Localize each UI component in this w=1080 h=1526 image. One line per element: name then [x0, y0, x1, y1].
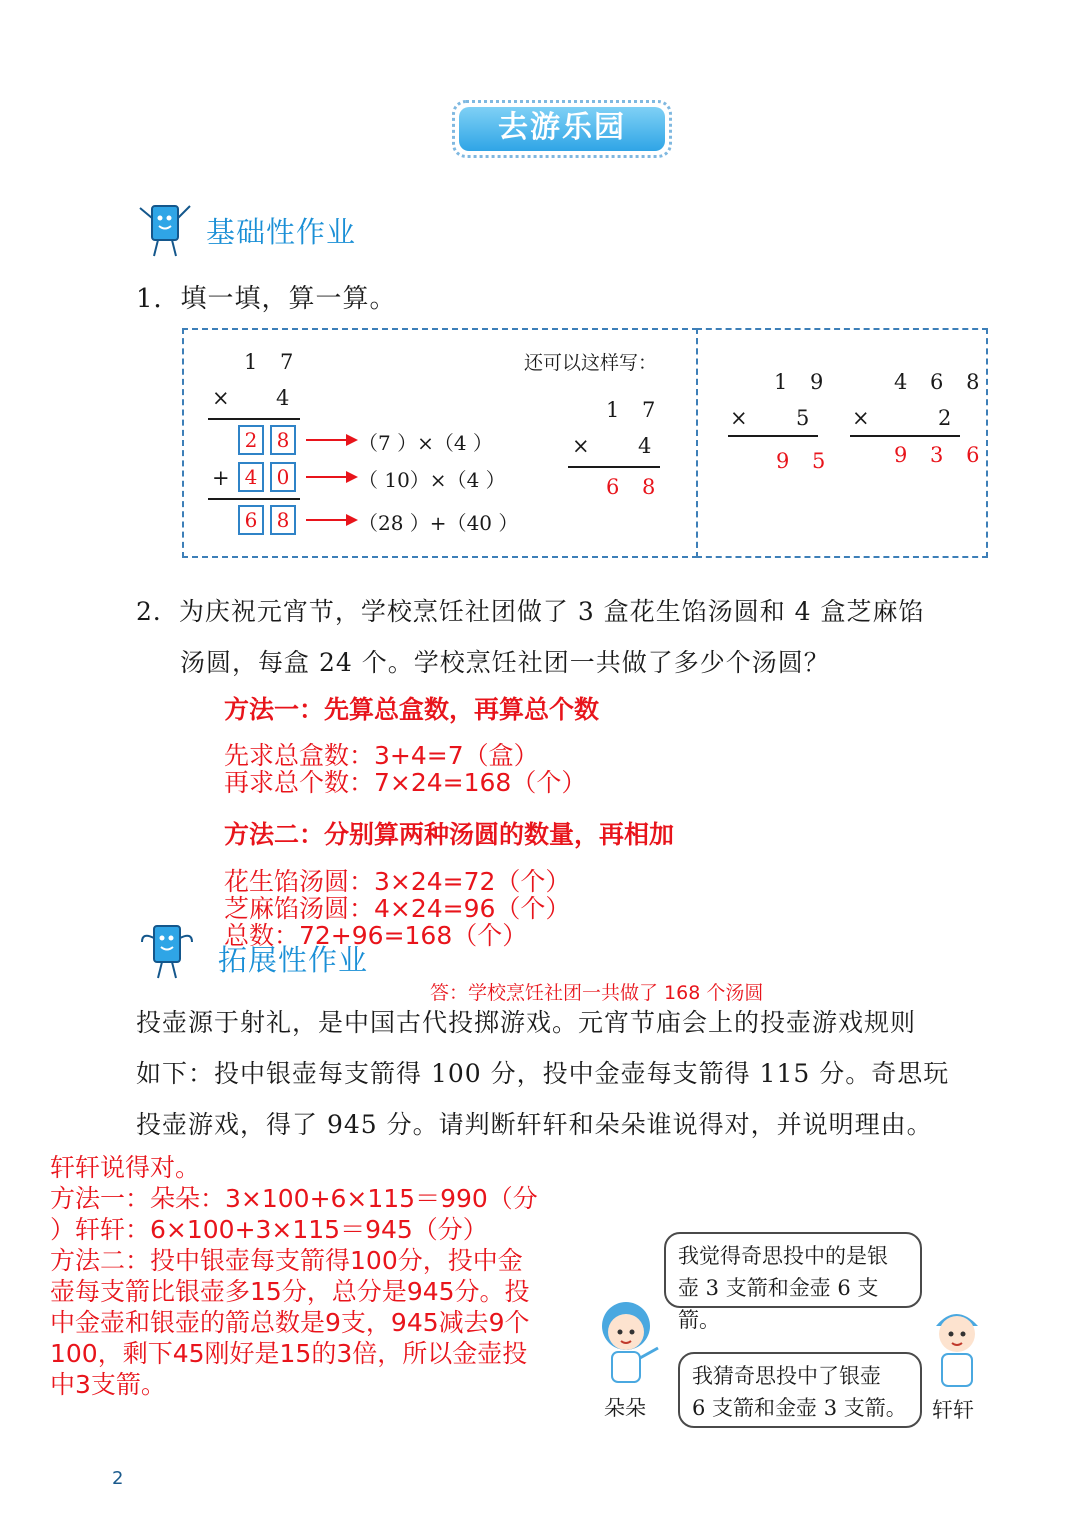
method-1-line-2: 再求总个数：7×24=168（个）	[224, 768, 587, 797]
answer-cell: 8	[270, 425, 296, 455]
times-sign: ×	[852, 406, 870, 430]
arrow	[306, 476, 348, 478]
method-1-title: 方法一：先算总盒数，再算总个数	[224, 695, 600, 724]
question-1: 1．填一填，算一算。	[136, 284, 397, 314]
calc-top-number: 1 7	[244, 350, 302, 374]
calc-multiplier: 5	[796, 406, 810, 430]
calc-rule	[850, 435, 960, 437]
answer-cell: 0	[270, 462, 296, 492]
arrow-head-icon	[346, 434, 358, 446]
annotation-3: （28 ）+（40 ）	[358, 511, 519, 535]
answer-line: 中金壶和银壶的箭总数是9支，945减去9个	[50, 1308, 530, 1337]
calc-rule	[728, 435, 818, 437]
extended-paragraph-line-2: 如下：投中银壶每支箭得 100 分，投中金壶每支箭得 115 分。奇思玩	[136, 1059, 950, 1088]
page-number: 2	[112, 1468, 124, 1489]
times-sign: ×	[212, 386, 230, 410]
arrow	[306, 439, 348, 441]
arrow	[306, 519, 348, 521]
page-title: 去游乐园	[459, 107, 665, 151]
section-heading-extended: 拓展性作业	[218, 943, 369, 977]
bubble-line: 我猜奇思投中了银壶	[692, 1364, 881, 1388]
method-2-line-3: 总数：72+96=168（个）	[224, 921, 528, 950]
final-answer: 答：学校烹饪社团一共做了 168 个汤圆	[430, 982, 764, 1004]
alt-top-number: 1 7	[606, 398, 664, 422]
extended-paragraph-line-1: 投壶源于射礼，是中国古代投掷游戏。元宵节庙会上的投壶游戏规则	[136, 1008, 917, 1037]
calc-rule-1	[208, 418, 300, 420]
times-sign: ×	[730, 406, 748, 430]
calc-top-number: 1 9	[774, 370, 832, 394]
mascot-book-icon	[136, 198, 196, 260]
bubble-line: 6 支箭和金壶 3 支箭。	[692, 1396, 907, 1420]
girl-character-icon	[594, 1296, 664, 1386]
calc-rule-2	[208, 498, 300, 500]
question-2-line-1: 2．为庆祝元宵节，学校烹饪社团做了 3 盒花生馅汤圆和 4 盒芝麻馅	[136, 597, 925, 626]
answer-line: 方法二：投中银壶每支箭得100分，投中金	[50, 1246, 523, 1275]
speech-bubble-duoduo	[664, 1232, 922, 1332]
alt-rule	[568, 466, 660, 468]
times-sign: ×	[572, 434, 590, 458]
question-2-line-2: 汤圆，每盒 24 个。学校烹饪社团一共做了多少个汤圆？	[180, 648, 830, 677]
method-2-title: 方法二：分别算两种汤圆的数量，再相加	[224, 820, 675, 849]
answer-line: 中3支箭。	[50, 1370, 166, 1399]
answer-line: 壶每支箭比银壶多15分，总分是945分。投	[50, 1277, 530, 1306]
extended-paragraph-line-3: 投壶游戏，得了 945 分。请判断轩轩和朵朵谁说得对，并说明理由。	[136, 1110, 933, 1139]
arrow-head-icon	[346, 514, 358, 526]
section-heading-basic: 基础性作业	[206, 215, 357, 249]
name-duoduo: 朵朵	[604, 1396, 646, 1420]
alt-result: 6 8	[606, 475, 664, 499]
method-2-line-2: 芝麻馅汤圆：4×24=96（个）	[224, 894, 571, 923]
boy-character-icon	[926, 1300, 988, 1390]
method-1-line-1: 先求总盒数：3+4=7（盒）	[224, 741, 539, 770]
calc-top-number: 4 6 8	[894, 370, 988, 394]
annotation-1: （7 ）×（4 ）	[358, 431, 493, 455]
speech-bubble-xuanxuan	[678, 1352, 922, 1428]
mascot-book-icon	[136, 920, 198, 982]
answer-cell: 8	[270, 505, 296, 535]
annotation-2: （ 10）×（4 ）	[358, 468, 506, 492]
answer-line: 轩轩说得对。	[50, 1153, 201, 1182]
answer-cell: 4	[238, 462, 264, 492]
bubble-line: 壶 3 支箭和金壶 6 支箭。	[678, 1276, 879, 1332]
calc-multiplier: 4	[276, 386, 290, 410]
answer-line: 100，剩下45刚好是15的3倍，所以金壶投	[50, 1339, 528, 1368]
calc-result: 9 5	[776, 449, 834, 473]
alt-label: 还可以这样写：	[524, 352, 658, 374]
bubble-line: 我觉得奇思投中的是银	[678, 1244, 888, 1268]
calc-multiplier: 2	[938, 406, 952, 430]
answer-cell: 2	[238, 425, 264, 455]
answer-line: 方法一：朵朵：3×100+6×115＝990（分	[50, 1184, 538, 1213]
plus-sign: +	[212, 466, 230, 490]
method-2-line-1: 花生馅汤圆：3×24=72（个）	[224, 867, 571, 896]
calc-result: 9 3 6	[894, 443, 988, 467]
alt-multiplier: 4	[638, 434, 652, 458]
title-badge	[452, 100, 672, 158]
answer-cell: 6	[238, 505, 264, 535]
answer-line: ）轩轩：6×100+3×115＝945（分）	[50, 1215, 488, 1244]
name-xuanxuan: 轩轩	[932, 1398, 974, 1422]
arrow-head-icon	[346, 471, 358, 483]
